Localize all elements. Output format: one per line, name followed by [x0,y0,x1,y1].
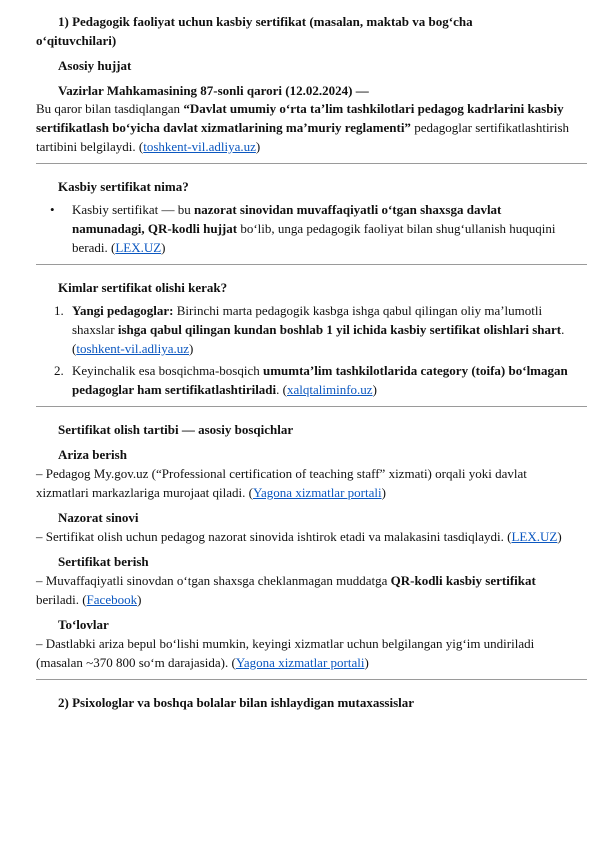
step-title: Ariza berish [58,447,127,462]
who-needs-list [36,301,573,399]
divider [36,406,587,407]
step-text-pre: – Dastlabki ariza bepul bo‘lishi mumkin, keyingi xizmatlar uchun belgilangan yig‘im undiriladi (masalan ~370 800 so‘m darajasida). ( [36,636,535,670]
bullet-icon: • [50,202,55,217]
lex-uz-link[interactable]: LEX.UZ [115,240,162,255]
who-needs-certificate-heading: Kimlar sertifikat olishi kerak? [58,280,228,295]
decree-text-pre: Bu qaror bilan tasdiqlangan [36,101,184,116]
decree-heading: Vazirlar Mahkamasining 87-sonli qarori (12.02.2024) — [58,83,369,98]
section-1-title-line-b: o‘qituvchilari) [36,33,117,48]
definition-text-post: bo‘lib, unga pedagogik faoliyat bilan shug‘ullanish huquqini beradi. ( [72,221,556,255]
yagona-portal-link[interactable]: Yagona xizmatlar portali [252,485,382,500]
step-end: ) [381,485,386,500]
yagona-portal-link[interactable]: Yagona xizmatlar portali [235,655,365,670]
list-item [36,200,573,257]
step-paragraph [36,571,573,609]
step-title: Sertifikat berish [58,554,149,569]
section-1-title-line-a: 1) Pedagogik faoliyat uchun kasbiy sertifikat (masalan, maktab va bog‘cha [58,14,473,29]
step-paragraph [36,527,573,546]
item-bold-a: Yangi pedagoglar: [72,303,174,318]
step-paragraph [36,464,573,502]
list-number: 1. [54,303,64,318]
item-end: ) [372,382,377,397]
item-text-a: Keyinchalik esa bosqichma-bosqich [72,363,263,378]
decree-paragraph [36,99,573,156]
step-end: ) [557,529,562,544]
divider [36,163,587,164]
item-bold-b: umumta’lim tashkilotlarida category (toifa) bo‘lmagan pedagoglar ham sertifikatlashtiriladi [72,363,568,397]
step-text-post: beriladi. ( [36,592,87,607]
definition-bold: nazorat sinovidan muvaffaqiyatli o‘tgan shaxsga davlat namunadagi, QR-kodli hujjat [72,202,502,236]
section-2-title: 2) Psixologlar va boshqa bolalar bilan ishlaydigan mutaxassislar [58,695,415,710]
section-1-title [36,12,573,50]
toshkent-adliya-link[interactable]: toshkent-vil.adliya.uz [76,341,189,356]
decree-text-post: pedagoglar sertifikatlashtirish tartibini belgilaydi. ( [36,120,570,154]
step-paragraph [36,634,573,672]
list-item [36,301,573,358]
divider [36,679,587,680]
definition-text-end: ) [161,240,166,255]
procedure-heading: Sertifikat olish tartibi — asosiy bosqichlar [58,422,294,437]
step-text-pre: – Pedagog My.gov.uz (“Professional certification of teaching staff” xizmati) orqali yoki davlat xizmatlari markazlariga murojaat qiladi. ( [36,466,527,500]
step-bold: QR-kodli kasbiy sertifikat [390,573,536,588]
decree-source-link[interactable]: toshkent-vil.adliya.uz [143,139,256,154]
what-is-certificate-heading: Kasbiy sertifikat nima? [58,179,189,194]
main-document-heading: Asosiy hujjat [58,58,132,73]
lex-uz-link[interactable]: LEX.UZ [511,529,558,544]
step-title: To‘lovlar [58,617,109,632]
item-text-b: . ( [276,382,287,397]
xalqtalim-link[interactable]: xalqtaliminfo.uz [287,382,373,397]
decree-title-bold: “Davlat umumiy o‘rta ta’lim tashkilotlari pedagog kadrlarini kasbiy sertifikatlash bo‘yicha davlat xizmatlarining ma’muriy reglamenti” [36,101,564,135]
item-text-a: Birinchi marta pedagogik kasbga ishga qabul qilingan oliy ma’lumotli shaxslar [72,303,543,337]
step-text-pre: – Muvaffaqiyatli sinovdan o‘tgan shaxsga cheklanmagan muddatga [36,573,391,588]
item-bold-b: ishga qabul qilingan kundan boshlab 1 yil ichida kasbiy sertifikat olishlari shart [117,322,562,337]
step-text-pre: – Sertifikat olish uchun pedagog nazorat sinovida ishtirok etadi va malakasini tasdiqlaydi. ( [36,529,512,544]
definition-text-pre: Kasbiy sertifikat — bu [72,202,195,217]
step-end: ) [137,592,142,607]
certificate-definition-list [36,200,573,257]
list-number: 2. [54,363,64,378]
facebook-link[interactable]: Facebook [86,592,138,607]
divider [36,264,587,265]
item-end: ) [188,341,194,356]
list-item [36,361,573,399]
decree-text-end: ) [255,139,261,154]
step-end: ) [364,655,369,670]
step-title: Nazorat sinovi [58,510,139,525]
item-text-b: . ( [72,322,565,356]
